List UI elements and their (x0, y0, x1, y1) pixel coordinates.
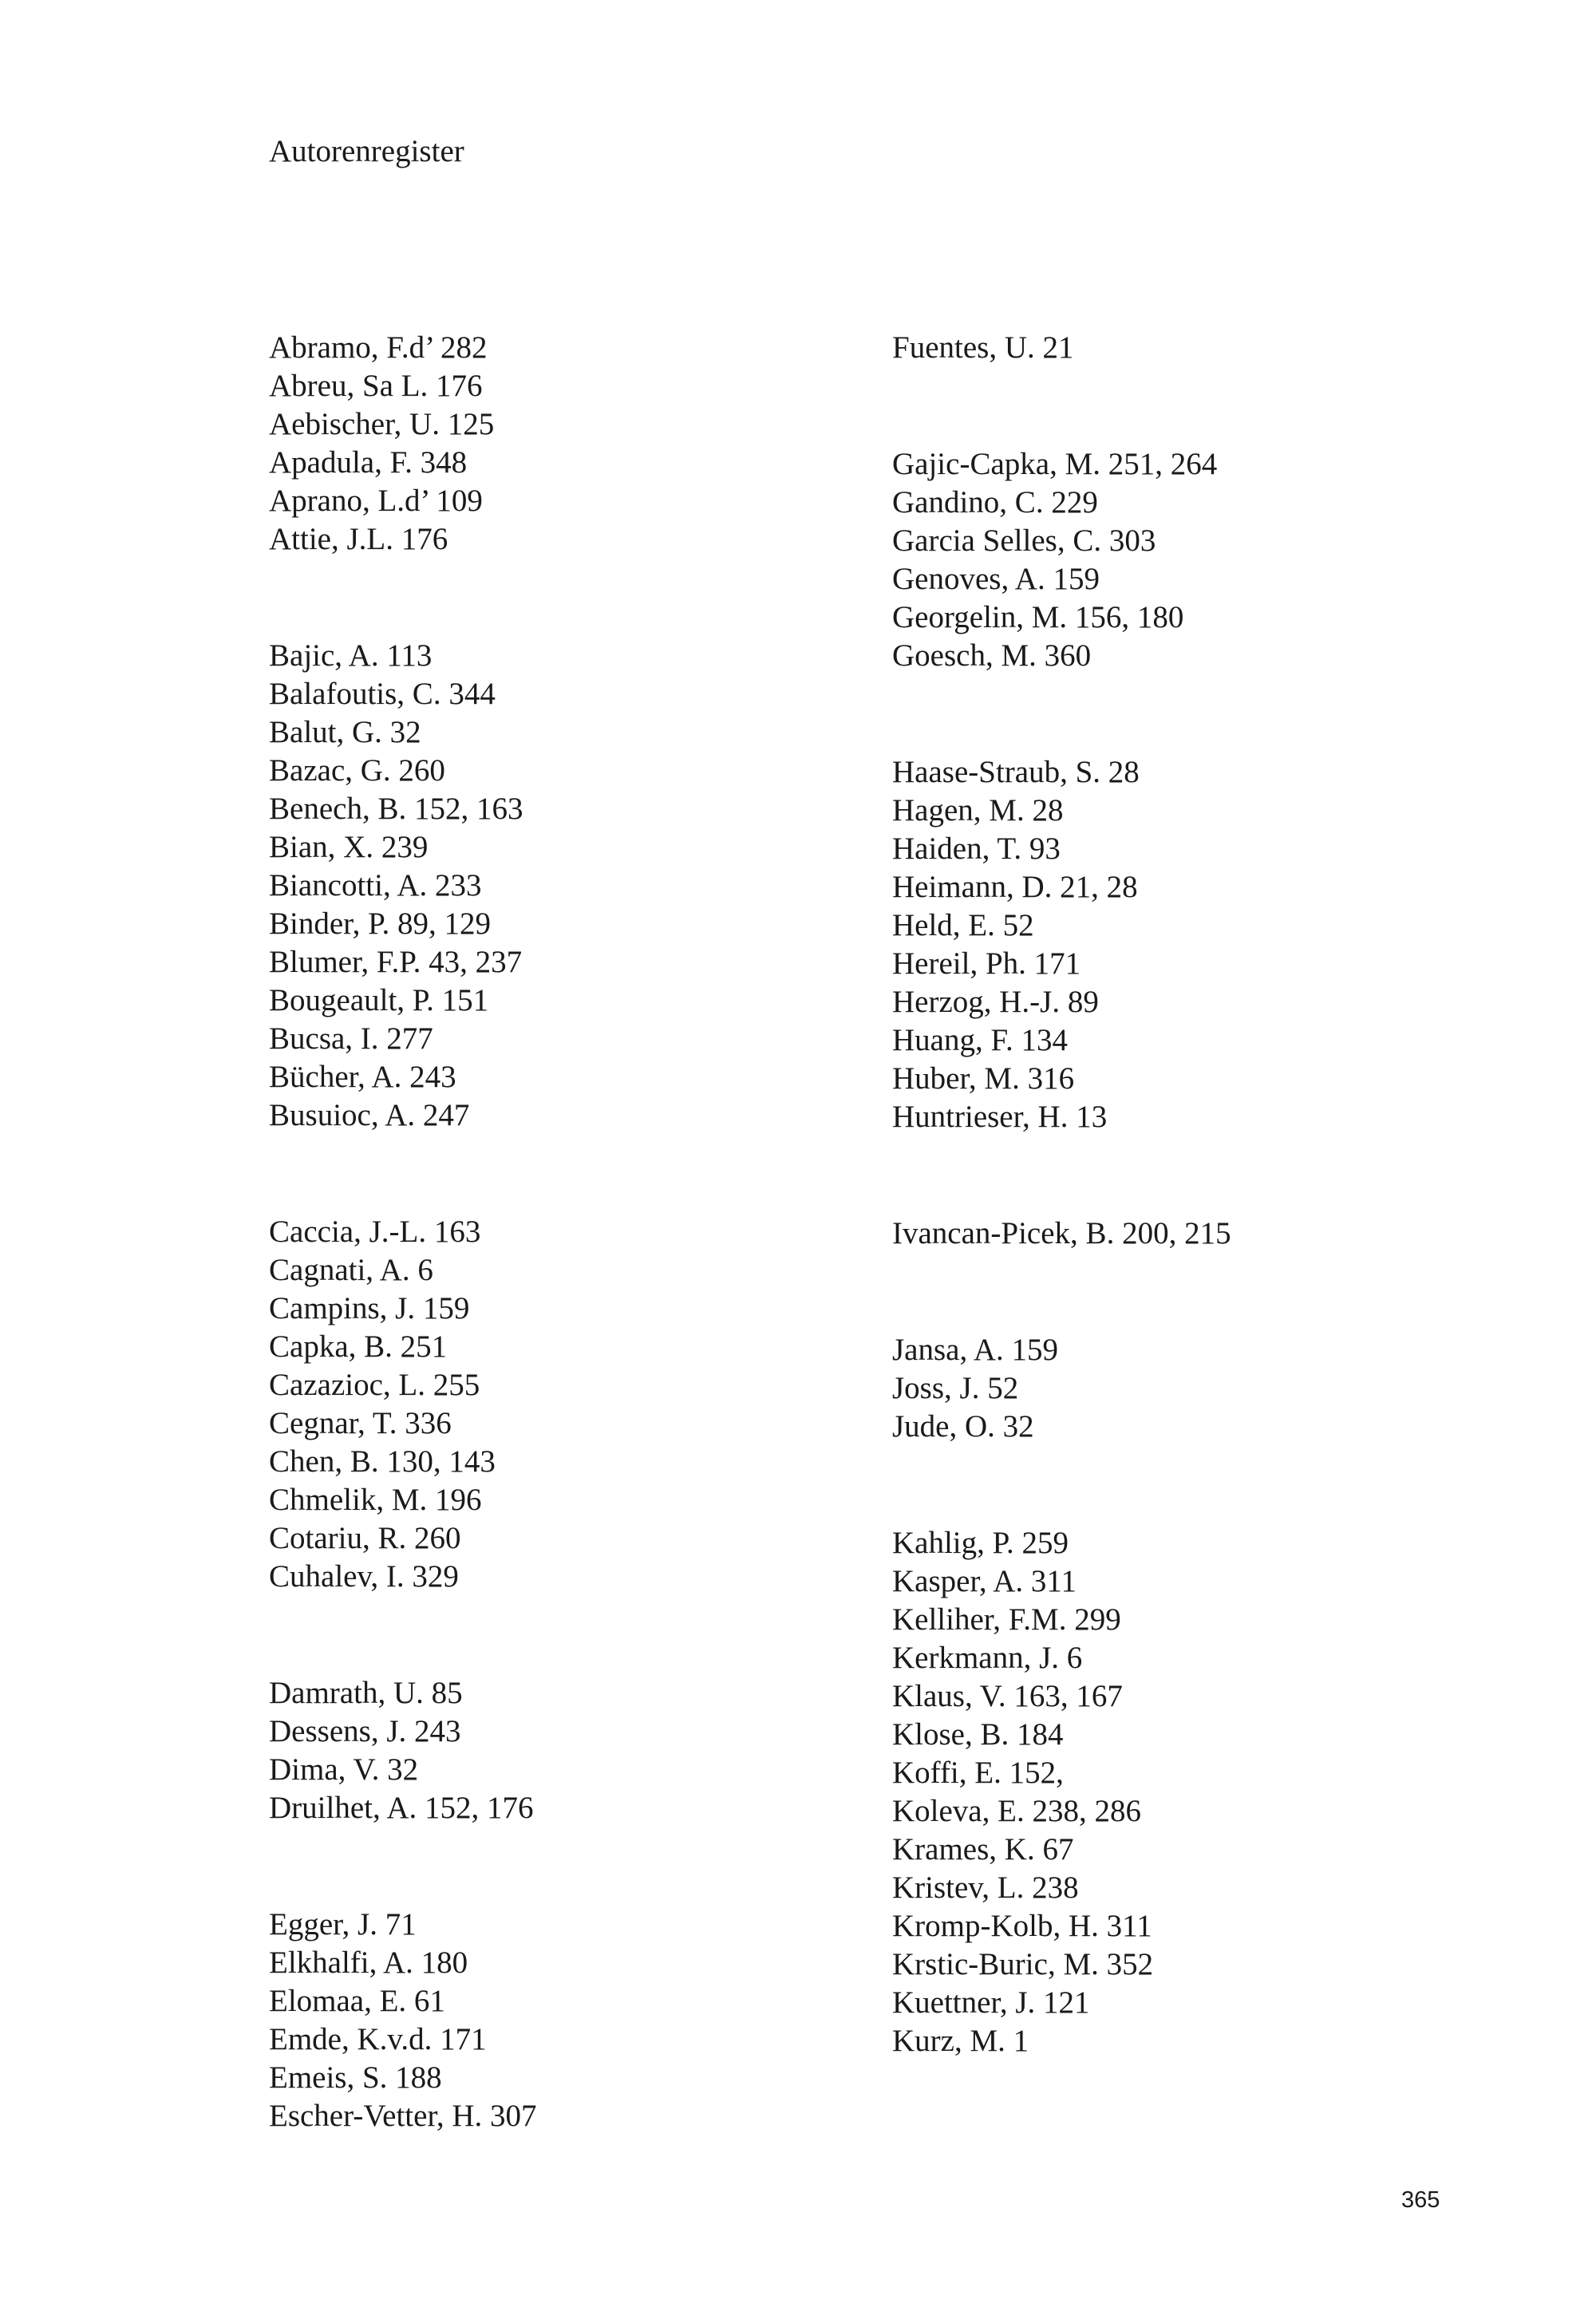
index-entry: Genoves, A. 159 (892, 562, 1100, 596)
index-entry: Attie, J.L. 176 (269, 522, 448, 556)
index-entry: Huntrieser, H. 13 (892, 1100, 1108, 1134)
index-entry: Caccia, J.-L. 163 (269, 1215, 481, 1249)
index-entry: Krstic-Buric, M. 352 (892, 1947, 1154, 1981)
index-entry: Kerkmann, J. 6 (892, 1641, 1083, 1675)
index-entry: Fuentes, U. 21 (892, 330, 1074, 365)
index-entry: Ivancan-Picek, B. 200, 215 (892, 1216, 1231, 1250)
index-entry: Kromp-Kolb, H. 311 (892, 1909, 1152, 1943)
index-column-left (269, 329, 843, 2214)
index-entry: Gajic-Capka, M. 251, 264 (892, 447, 1218, 481)
index-entry: Cotariu, R. 260 (269, 1521, 461, 1555)
index-entry: Georgelin, M. 156, 180 (892, 600, 1184, 634)
index-letter-group (892, 1215, 1467, 1253)
index-entry: Blumer, F.P. 43, 237 (269, 945, 523, 979)
index-entry: Bücher, A. 243 (269, 1060, 456, 1094)
index-entry: Apadula, F. 348 (269, 445, 468, 480)
page-header: Autorenregister (269, 134, 464, 168)
index-entry: Jude, O. 32 (892, 1409, 1034, 1444)
index-entry: Held, E. 52 (892, 908, 1034, 942)
index-entry: Krames, K. 67 (892, 1832, 1074, 1866)
index-letter-group (892, 753, 1467, 1136)
index-entry: Cazazioc, L. 255 (269, 1368, 480, 1402)
index-entry: Huang, F. 134 (892, 1023, 1069, 1057)
index-letter-group (269, 1674, 843, 1827)
index-entry: Huber, M. 316 (892, 1061, 1075, 1096)
index-entry: Aprano, L.d’ 109 (269, 484, 483, 518)
index-letter-group (269, 1213, 843, 1596)
index-entry: Kristev, L. 238 (892, 1870, 1079, 1905)
index-entry: Kelliher, F.M. 299 (892, 1602, 1121, 1637)
index-entry: Chen, B. 130, 143 (269, 1444, 496, 1479)
index-entry: Damrath, U. 85 (269, 1676, 463, 1710)
index-entry: Elkhalfi, A. 180 (269, 1945, 468, 1980)
index-entry: Cegnar, T. 336 (269, 1406, 452, 1440)
index-entry: Dessens, J. 243 (269, 1714, 461, 1748)
index-column-right (892, 329, 1467, 2139)
index-entry: Balafoutis, C. 344 (269, 677, 496, 711)
index-entry: Koffi, E. 152, (892, 1756, 1064, 1790)
index-entry: Druilhet, A. 152, 176 (269, 1791, 534, 1825)
index-entry: Koleva, E. 238, 286 (892, 1794, 1141, 1828)
index-entry: Bougeault, P. 151 (269, 983, 489, 1017)
index-entry: Herzog, H.-J. 89 (892, 985, 1099, 1019)
index-entry: Emde, K.v.d. 171 (269, 2022, 487, 2056)
index-entry: Busuioc, A. 247 (269, 1098, 470, 1132)
index-entry: Elomaa, E. 61 (269, 1984, 445, 2018)
index-letter-group (892, 445, 1467, 675)
index-entry: Biancotti, A. 233 (269, 868, 482, 903)
index-entry: Kasper, A. 311 (892, 1564, 1077, 1598)
index-entry: Kurz, M. 1 (892, 2024, 1029, 2058)
index-letter-group (269, 1906, 843, 2135)
index-entry: Bian, X. 239 (269, 830, 429, 864)
index-entry: Binder, P. 89, 129 (269, 907, 491, 941)
index-entry: Abreu, Sa L. 176 (269, 369, 483, 403)
index-entry: Kahlig, P. 259 (892, 1526, 1069, 1560)
index-letter-group (892, 329, 1467, 367)
index-entry: Campins, J. 159 (269, 1291, 470, 1325)
index-letter-group (269, 329, 843, 559)
index-entry: Hagen, M. 28 (892, 793, 1064, 828)
index-entry: Capka, B. 251 (269, 1329, 448, 1364)
page-number: 365 (1401, 2187, 1440, 2213)
index-entry: Jansa, A. 159 (892, 1333, 1058, 1367)
index-entry: Chmelik, M. 196 (269, 1483, 482, 1517)
index-entry: Heimann, D. 21, 28 (892, 870, 1138, 904)
index-entry: Aebischer, U. 125 (269, 407, 495, 441)
index-letter-group (269, 637, 843, 1135)
index-entry: Cagnati, A. 6 (269, 1253, 433, 1287)
index-entry: Balut, G. 32 (269, 715, 421, 749)
index-entry: Kuettner, J. 121 (892, 1985, 1090, 2020)
index-entry: Joss, J. 52 (892, 1371, 1019, 1405)
index-entry: Bazac, G. 260 (269, 753, 445, 788)
index-entry: Egger, J. 71 (269, 1907, 417, 1942)
index-entry: Hereil, Ph. 171 (892, 946, 1081, 981)
index-entry: Cuhalev, I. 329 (269, 1559, 459, 1594)
index-entry: Haase-Straub, S. 28 (892, 755, 1140, 789)
index-entry: Emeis, S. 188 (269, 2060, 442, 2095)
index-entry: Bucsa, I. 277 (269, 1021, 433, 1056)
index-letter-group (892, 1331, 1467, 1446)
index-entry: Klaus, V. 163, 167 (892, 1679, 1123, 1713)
index-entry: Klose, B. 184 (892, 1717, 1064, 1752)
index-letter-group (892, 1524, 1467, 2060)
index-entry: Abramo, F.d’ 282 (269, 330, 488, 365)
index-entry: Dima, V. 32 (269, 1752, 419, 1787)
index-entry: Goesch, M. 360 (892, 638, 1092, 673)
index-entry: Escher-Vetter, H. 307 (269, 2099, 537, 2133)
index-entry: Garcia Selles, C. 303 (892, 523, 1156, 558)
index-entry: Benech, B. 152, 163 (269, 792, 523, 826)
index-entry: Gandino, C. 229 (892, 485, 1098, 519)
index-entry: Haiden, T. 93 (892, 832, 1061, 866)
index-entry: Bajic, A. 113 (269, 638, 433, 673)
